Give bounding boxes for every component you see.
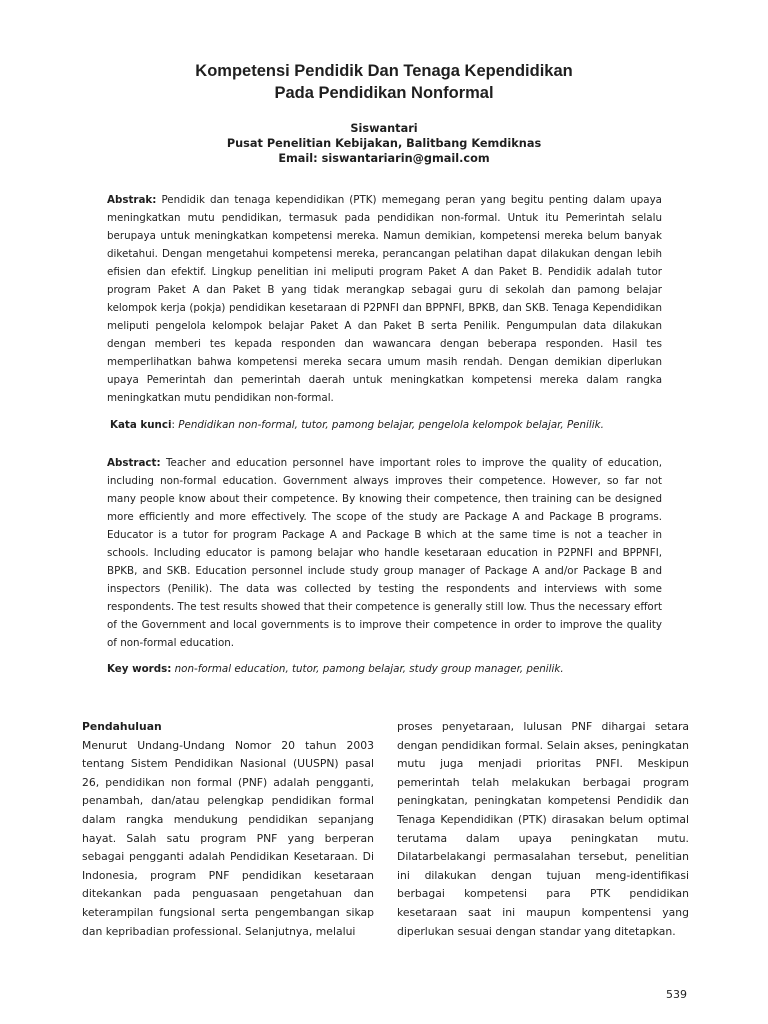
body-left-column <box>82 718 374 941</box>
abstrak-text: Pendidik dan tenaga kependidikan (PTK) memegang peran yang begitu penting dalam upaya meningkatkan mutu pendidikan, termasuk pada pendidikan non-formal. Untuk itu Pemerintah selalu berupaya untuk meningkatkan kompetensi mereka. Namun demikian, kompetensi mereka belum banyak diketahui. Dengan mengetahui kompetensi mereka, perancangan pelatihan dapat dilakukan dengan lebih efisien dan efektif. Lingkup penelitian ini meliputi program Paket A dan Paket B. Pendidik adalah tutor program Paket A dan Paket B yang tidak merangkap sebagai guru di sekolah dan pamong belajar kelompok kerja (pokja) pendidikan kesetaraan di P2PNFI dan BPPNFI, BPKB, dan SKB. Tenaga Kependidikan meliputi pengelola kelompok belajar Paket A dan Paket B serta Penilik. Pengumpulan data dilakukan dengan memberi tes kepada responden dan wawancara dengan beberapa responden. Hasil tes memperlihatkan bahwa kompetensi mereka secara umum masih rendah. Dengan demikian diperlukan upaya Pemerintah dan pemerintah daerah untuk meningkatkan kompetensi mereka dalam rangka meningkatkan mutu pendidikan non-formal. <box>107 194 662 404</box>
author-email: Email: siswantariarin@gmail.com <box>278 152 490 165</box>
key-words-label: Key words: <box>107 663 172 675</box>
abstrak-indonesian <box>107 191 662 407</box>
abstract-english <box>107 454 662 652</box>
key-words <box>107 660 564 678</box>
right-column-text: proses penyetaraan, lulusan PNF dihargai setara dengan pendidikan formal. Selain akses, peningkatan mutu juga menjadi prioritas PNFI. Meskipun pemerintah telah melakukan berbagai program peningkatan, peningkatan kompetensi Pendidik dan Tenaga Kependidikan (PTK) dirasakan belum optimal terutama dalam upaya peningkatan mutu. Dilatarbelakangi permasalahan tersebut, penelitian ini dilakukan dengan tujuan meng-identifikasi berbagai kompetensi para PTK pendidikan kesetaraan saat ini maupun kompentensi yang diperlukan sesuai dengan standar yang ditetapkan. <box>397 720 689 938</box>
author-name: Siswantari <box>350 122 418 135</box>
title-line-1: Kompetensi Pendidik Dan Tenaga Kependidikan <box>195 62 573 80</box>
author-affiliation: Pusat Penelitian Kebijakan, Balitbang Kemdiknas <box>226 137 542 150</box>
page-number: 539 <box>666 988 687 1001</box>
kata-kunci-separator: : <box>171 419 179 431</box>
section-heading: Pendahuluan <box>82 720 162 733</box>
kata-kunci-text: Pendidikan non-formal, tutor, pamong belajar, pengelola kelompok belajar, Penilik. <box>178 419 604 431</box>
kata-kunci-label: Kata kunci <box>110 419 172 431</box>
kata-kunci <box>110 416 604 434</box>
key-words-text: non-formal education, tutor, pamong belajar, study group manager, penilik. <box>174 663 564 675</box>
abstract-text: Teacher and education personnel have important roles to improve the quality of education, including non-formal education. Government always improves their competence. However, so far not many people know about their competence. By knowing their competence, then training can be designed more efficiently and more effectively. The scope of the study are Package A and Package B programs. Educator is a tutor for program Package A and Package B which at the same time is not a teacher in schools. Including educator is pamong belajar who handle kesetaraan education in P2PNFI and BPPNFI, BPKB, and SKB. Education personnel include study group manager of Package A and/or Package B and inspectors (Penilik). The data was collected by testing the respondents and interviews with some respondents. The test results showed that their competence is generally still low. Thus the necessary effort of the Government and local governments is to improve their competence in order to improve the quality of non-formal education. <box>107 457 662 649</box>
author-block <box>0 121 768 166</box>
paper-title <box>0 60 768 104</box>
body-right-column <box>397 718 689 941</box>
left-column-text: Menurut Undang-Undang Nomor 20 tahun 2003 tentang Sistem Pendidikan Nasional (UUSPN) pasal 26, pendidikan non formal (PNF) adalah pengganti, penambah, dan/atau pelengkap pendidikan formal dalam rangka mendukung pendidikan sepanjang hayat. Salah satu program PNF yang berperan sebagai pengganti adalah Pendidikan Kesetaraan. Di Indonesia, program PNF pendidikan kesetaraan ditekankan pada penguasaan pengetahuan dan keterampilan fungsional serta pengembangan sikap dan kepribadian professional. Selanjutnya, melalui <box>82 738 374 938</box>
abstract-label: Abstract: <box>107 457 161 469</box>
abstrak-label: Abstrak: <box>107 194 157 206</box>
title-line-2: Pada Pendidikan Nonformal <box>274 84 494 102</box>
